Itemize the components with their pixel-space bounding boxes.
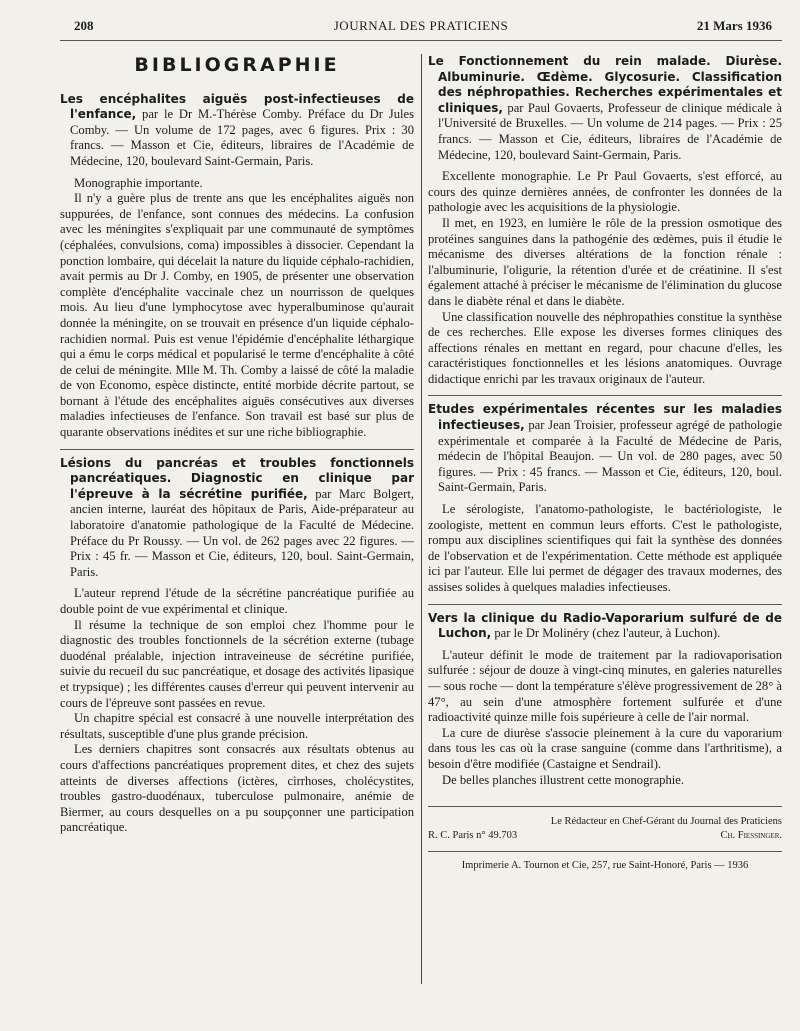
editor-signature [428,806,782,843]
review-paragraph: La cure de diurèse s'associe pleinement à la cure du vaporarium dans tous les cas où la crase sanguine (comme dans l'arthritisme), a besoin d'être modifiée (Castaigne et Sendrail). [428,725,782,771]
journal-page [60,14,782,1024]
entry-heading [428,54,782,163]
review-paragraph: Une classification nouvelle des néphropathies constitue la synthèse de ces recherches. Elle expose les diverses formes cliniques des affections rénales en mettant en regard, pour chacune d'elles, les caractéristiques fonctionnelles et les lésions anatomiques. Ouvrage didactique enrichi par les travaux originaux de l'auteur. [428,309,782,386]
registry-number: R. C. Paris n° 49.703 [428,830,518,842]
journal-title: JOURNAL DES PRATICIENS [333,18,509,33]
review-maladies-infectieuses [428,402,782,595]
editor-line: Le Rédacteur en Chef-Gérant du Journal des Praticiens [550,816,782,828]
review-encephalites [60,92,414,441]
review-paragraph: Le sérologiste, l'anatomo-pathologiste, le bactériologiste, le zoologiste, mettent en commun leurs efforts. C'est le pathologiste, rompu aux disciplines scientifiques qui fait la synthèse des données de l'observation et de l'expérimentation. Cette méthode est appliquée ici par l'auteur. Elle lui permet de dégager des travaux modernes, des assises solides à quelques maladies infectieuses. [428,502,782,594]
review-paragraph: Il n'y a guère plus de trente ans que les encéphalites aiguës non suppurées, de l'enfance, sont connues des médecins. La confusion avec les méningites s'expliquait par une communauté de symptômes (céphalées, convulsions, coma) impossibles à dissocier. Cependant la ponction lombaire, qui décelait la nature du liquide céphalo-rachidien, avait permis au Dr J. Comby, en 1905, de présenter une observation complète d'encéphalite vaccinale chez un nourrisson de quelques mois. Au lieu d'une lymphocytose avec hyperalbuminose qu'aurait donnée la méningite, on se trouvait en présence d'un liquide céphalo-rachidien normal. Puis est venue l'épidémie d'encéphalite léthargique qui a ému le corps médical et popularisé le terme d'encéphalite à côté de celui de méningite. Mlle M. Th. Comby a laissé de côté la maladie de von Economo, espèce distincte, entité morbide décrite partout, se bornant à l'étude des encéphalites aiguës consécutives aux diverses maladies infectieuses de l'enfance. Son travail est basé sur plus de quarante observations inédites et sur une riche bibliographie. [60,191,414,440]
left-column [60,54,414,836]
entry-separator [428,604,782,605]
book-reference: par Paul Govaerts, Professeur de clinique médicale à l'Université de Bruxelles. — Un volume de 214 pages. — Prix : 25 francs. — Masson et Cie, éditeurs, libraires de l'Académie de Médecine, 120, boulevard Saint-Germain, Paris. [438,100,782,162]
review-paragraph: L'auteur reprend l'étude de la sécrétine pancréatique purifiée au double point de vue expérimental et clinique. [60,586,414,616]
review-paragraph: Un chapitre spécial est consacré à une nouvelle interprétation des résultats, susceptible d'une plus grande précision. [60,711,414,741]
book-title: Etudes expérimentales récentes sur les maladies infectieuses, [428,402,782,433]
review-paragraph: L'auteur définit le mode de traitement par la radiovaporisation sulfurée : séjour de douze à vingt-cinq minutes, en galeries naturelles — sous roche — dont la température s'élève progressivement de 28° à 47°, au sein d'une atmosphère fortement sulfurée et d'une radioactivité quinze mille fois supérieure à celle de l'air normal. [428,647,782,725]
entry-heading [428,402,782,496]
editor-name: Ch. Fiessinger. [720,830,782,842]
review-rein-malade [428,54,782,387]
book-title: Lésions du pancréas et troubles fonctionnels pancréatiques. Diagnostic en clinique par l'épreuve à la sécrétine purifiée, [60,455,414,501]
review-paragraph: Il met, en 1923, en lumière le rôle de la pression osmotique des protéines sanguines dans la pathogénie des œdèmes, puis il étudie le mécanisme des diverses altérations de la fonction rénale : l'albuminurie, l'oligurie, la rétention d'urée et de créatinine. Il s'est également attaché à préciser le mécanisme de l'élimination du glucose dans le diabète rénal et dans le diabète. [428,215,782,308]
review-radio-vaporarium [428,611,782,789]
review-paragraph: Les derniers chapitres sont consacrés aux résultats obtenus au cours d'affections pancréatiques proprement dites, et chez des sujets atteints de diverses affections (ictères, cirrhoses, cholécystites, troubles gastro-duodénaux, tuberculose pulmonaire, anémie de Biermer, au cours desquelles on a pu soupçonner une participation pancréatique. [60,742,414,835]
issue-date: 21 Mars 1936 [696,18,772,33]
book-reference: par Marc Bolgert, ancien interne, lauréat des hôpitaux de Paris, Aide-préparateur au laboratoire d'anatomie pathologique de la Faculté de Médecine. Préface du Pr Roussy. — Un vol. de 262 pages avec 22 figures. — Prix : 45 fr. — Masson et Cie, éditeurs, 120, boul. Saint-Germain, Paris. [70,486,414,579]
entry-heading [60,92,414,170]
page-number: 208 [74,18,94,33]
entry-heading [60,456,414,581]
page-header [60,14,782,41]
entry-separator [60,449,414,450]
book-title: Vers la clinique du Radio-Vaporarium sulfuré de de Luchon, [428,610,782,641]
review-paragraph: Monographie importante. [74,175,203,190]
entry-separator [428,395,782,396]
section-title: BIBLIOGRAPHIE [134,54,340,76]
review-paragraph: De belles planches illustrent cette monographie. [442,772,684,787]
book-reference: par Jean Troisier, professeur agrégé de pathologie expérimentale et comparée à la Faculté de Médecine de Paris, médecin de l'hôpital Beaujon. — Un vol. de 280 pages, avec 50 figures. — Prix : 45 francs. — Masson et Cie, éditeurs, 120, boul. Saint-Germain, Paris. [438,418,782,495]
printer-line: Imprimerie A. Tournon et Cie, 257, rue Saint-Honoré, Paris — 1936 [428,851,782,874]
entry-heading [428,611,782,642]
review-paragraph: Il résume la technique de son emploi chez l'homme pour le diagnostic des troubles fonctionnels de la sécrétion externe (tubage duodénal préalable, injection intraveineuse de sécrétine purifiée, suivie du recueil du suc pancréatique, et dosage des activités lipasique et trypsique) ; les différentes causes d'erreur qui peuvent intervenir au cours de l'épreuve sont passées en revue. [60,617,414,710]
book-reference: par le Dr M.-Thérèse Comby. Préface du Dr Jules Comby. — Un volume de 172 pages, avec 6 figures. Prix : 30 francs. — Masson et Cie, éditeurs, libraires de l'Académie de Médecine, 120, boulevard Saint-Germain, Paris. [70,107,414,168]
right-column [428,54,782,874]
review-paragraph: Excellente monographie. Le Pr Paul Govaerts, s'est efforcé, au cours des quinze dernières années, de confronter les données de la pathologie avec les acquisitions de la physiologie. [428,169,782,215]
book-title: Les encéphalites aiguës post-infectieuses de l'enfance, [60,91,414,122]
book-title: Le Fonctionnement du rein malade. Diurèse. Albuminurie. Œdème. Glycosurie. Classification des néphropathies. Recherches expérimentales et cliniques, [428,54,782,115]
review-pancreas [60,456,414,836]
column-divider [421,54,422,984]
book-reference: par le Dr Molinéry (chez l'auteur, à Luchon). [494,626,721,641]
